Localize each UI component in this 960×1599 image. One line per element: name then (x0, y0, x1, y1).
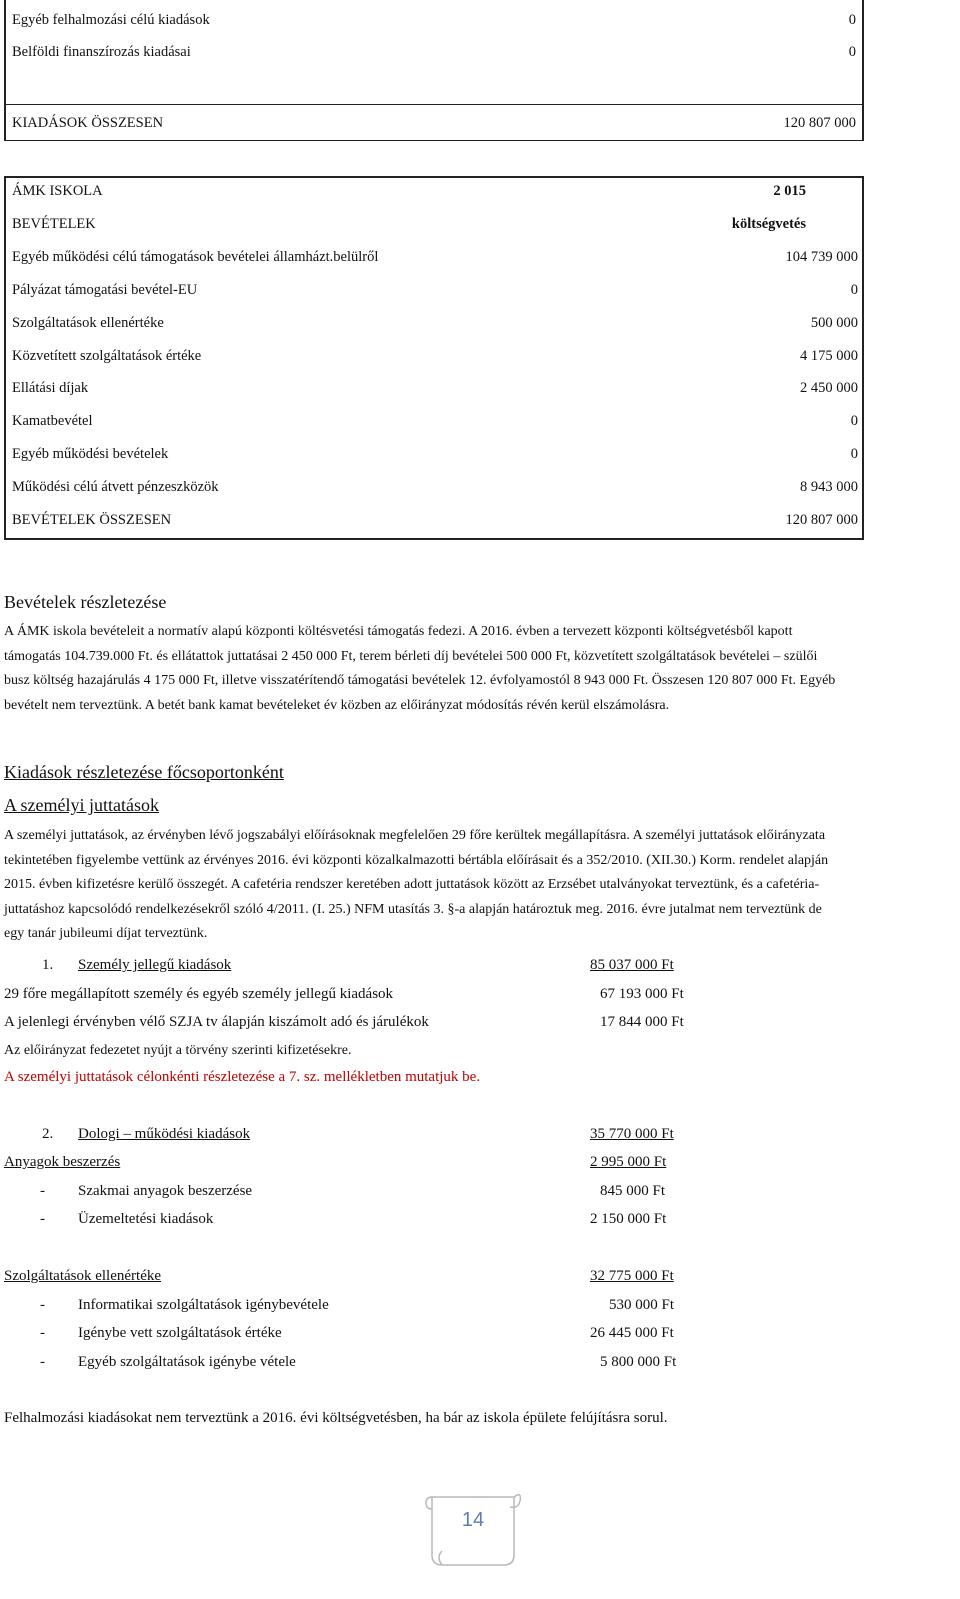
page-number: 14 (461, 1509, 485, 1531)
table-row-value: 8 943 000 (800, 479, 858, 495)
services-label: Szolgáltatások ellenértéke (4, 1268, 162, 1284)
list-item-label: Üzemeltetési kiadások (78, 1211, 214, 1227)
list-item-value: 845 000 Ft (600, 1183, 666, 1199)
material-expense-amount: 35 770 000 Ft (590, 1126, 674, 1142)
total-label: KIADÁSOK ÖSSZESEN (12, 115, 164, 131)
material-expense-title: Dologi – működési kiadások (78, 1126, 251, 1142)
list-item-label: Informatikai szolgáltatások igénybevétele (78, 1297, 329, 1313)
table-row-value: 0 (850, 413, 858, 429)
purchase-value: 2 995 000 Ft (590, 1154, 667, 1170)
table-row-label: Közvetített szolgáltatások értéke (12, 348, 202, 364)
table-row-value: 4 175 000 (800, 348, 858, 364)
paragraph-line: 2015. évben kifizetésre kerülő összegét. A cafetéria rendszer keretében adott juttatások között az Erzsébet utalványokat terveztünk, és a cafetéria- (4, 877, 820, 892)
annex-note: A személyi juttatások célonkénti részletezése a 7. sz. mellékletben mutatjuk be. (4, 1069, 481, 1085)
list-dash: - (40, 1211, 45, 1227)
table-row-label: Egyéb felhalmozási célú kiadások (12, 12, 210, 28)
expenses-table (4, 0, 864, 141)
personal-benefits-heading: A személyi juttatások (4, 795, 159, 815)
coverage-note: Az előirányzat fedezetet nyújt a törvény szerinti kifizetésekre. (4, 1043, 352, 1058)
table-row-label: Egyéb működési bevételek (12, 446, 169, 462)
list-item-value: 5 800 000 Ft (600, 1354, 677, 1370)
list-item-value: 530 000 Ft (609, 1297, 675, 1313)
table-bottom-border (6, 140, 862, 141)
revenue-detail-paragraph (4, 620, 944, 718)
table-row-value: 2 450 000 (800, 380, 858, 396)
total-label: BEVÉTELEK ÖSSZESEN (12, 512, 172, 528)
paragraph-line: busz költség hazajárulás 4 175 000 Ft, illetve visszatérítendő támogatási bevételek 12. évfolyamostól 8 943 000 Ft. Összesen 120 807 000 Ft. Egyéb (4, 673, 836, 688)
table-row-label: Belföldi finanszírozás kiadásai (12, 44, 191, 60)
total-value: 120 807 000 (785, 512, 858, 528)
services-value: 32 775 000 Ft (590, 1268, 674, 1284)
list-item-label: 29 főre megállapított személy és egyéb személy jellegű kiadások (4, 986, 394, 1002)
table-title: ÁMK ISKOLA (12, 183, 103, 199)
purchase-label: Anyagok beszerzés (4, 1154, 121, 1170)
table-row-label: Kamatbevétel (12, 413, 93, 429)
table-row-value: 0 (848, 44, 856, 60)
budget-header: költségvetés (731, 216, 806, 232)
paragraph-line: egy tanár jubileumi díjat terveztünk. (4, 926, 208, 941)
table-row-value: 0 (850, 446, 858, 462)
paragraph-line: bevételt nem terveztünk. A betét bank kamat bevételeket év közben az előirányzat módosítás révén kerül elszámolásra. (4, 697, 670, 713)
paragraph-line: A személyi juttatások, az érvényben lévő jogszabályi előírásoknak megfelelően 29 főre kerültek megállapításra. A személyi juttatások előirányzata (4, 828, 826, 843)
list-dash: - (40, 1325, 45, 1341)
personal-expense-title: Személy jellegű kiadások (78, 957, 232, 973)
list-dash: - (40, 1354, 45, 1370)
expense-detail-heading: Kiadások részletezése főcsoportonként (4, 762, 284, 782)
list-item-label: Egyéb szolgáltatások igénybe vétele (78, 1354, 296, 1370)
table-row-value: 0 (850, 282, 858, 298)
table-row-value: 104 739 000 (785, 249, 858, 265)
page-number-scroll (418, 1487, 528, 1569)
list-item-value: 17 844 000 Ft (600, 1014, 684, 1030)
item-number: 2. (42, 1126, 54, 1142)
table-divider (6, 104, 862, 105)
list-item-label: Szakmai anyagok beszerzése (78, 1183, 253, 1199)
list-item-value: 67 193 000 Ft (600, 986, 684, 1002)
personal-benefits-paragraph (4, 824, 944, 947)
table-row-value: 0 (848, 12, 856, 28)
list-item-label: Igénybe vett szolgáltatások értéke (78, 1325, 282, 1341)
paragraph-line: A ÁMK iskola bevételeit a normatív alapú központi költésvetési támogatás fedezi. A 2016. évben a tervezett központi költségvetésből kapott (4, 624, 793, 639)
paragraph-line: tekintetében figyelembe vettünk az érvényes 2016. évi központi közalkalmazotti bértábla előírásait és a 352/2010. (XII.30.) Korm. rendelet alapján (4, 852, 829, 868)
list-item-value: 26 445 000 Ft (590, 1325, 674, 1341)
revenue-detail-heading: Bevételek részletezése (4, 592, 167, 612)
paragraph-line: juttatáshoz kapcsolódó rendelkezésekről szóló 4/2011. (I. 25.) NFM utasítás 3. §-a alapján határoztuk meg. 2016. évre jutalmat nem terveztünk de (4, 901, 822, 917)
section-label: BEVÉTELEK (12, 216, 96, 232)
total-value: 120 807 000 (783, 115, 856, 131)
table-row-label: Pályázat támogatási bevétel-EU (12, 282, 198, 298)
list-dash: - (40, 1183, 45, 1199)
list-dash: - (40, 1297, 45, 1313)
personal-expense-amount: 85 037 000 Ft (590, 957, 674, 973)
table-row-label: Egyéb működési célú támogatások bevételei államházt.belülről (12, 249, 379, 265)
table-row-value: 500 000 (810, 315, 858, 331)
table-row-label: Működési célú átvett pénzeszközök (12, 479, 219, 495)
table-row-label: Ellátási díjak (12, 380, 89, 396)
item-number: 1. (42, 957, 54, 973)
amk-revenue-table (4, 176, 864, 540)
closing-sentence: Felhalmozási kiadásokat nem terveztünk a 2016. évi költségvetésben, ha bár az iskola épülete felújításra sorul. (4, 1410, 668, 1426)
table-row-label: Szolgáltatások ellenértéke (12, 315, 164, 331)
paragraph-line: támogatás 104.739.000 Ft. és ellátattok juttatásai 2 450 000 Ft, terem bérleti díj bevételei 500 000 Ft, közvetített szolgáltatások bevételei – szülői (4, 648, 818, 664)
list-item-value: 2 150 000 Ft (590, 1211, 667, 1227)
year-header: 2 015 (773, 183, 806, 199)
list-item-label: A jelenlegi érvényben vélő SZJA tv álapján kiszámolt adó és járulékok (4, 1014, 429, 1030)
